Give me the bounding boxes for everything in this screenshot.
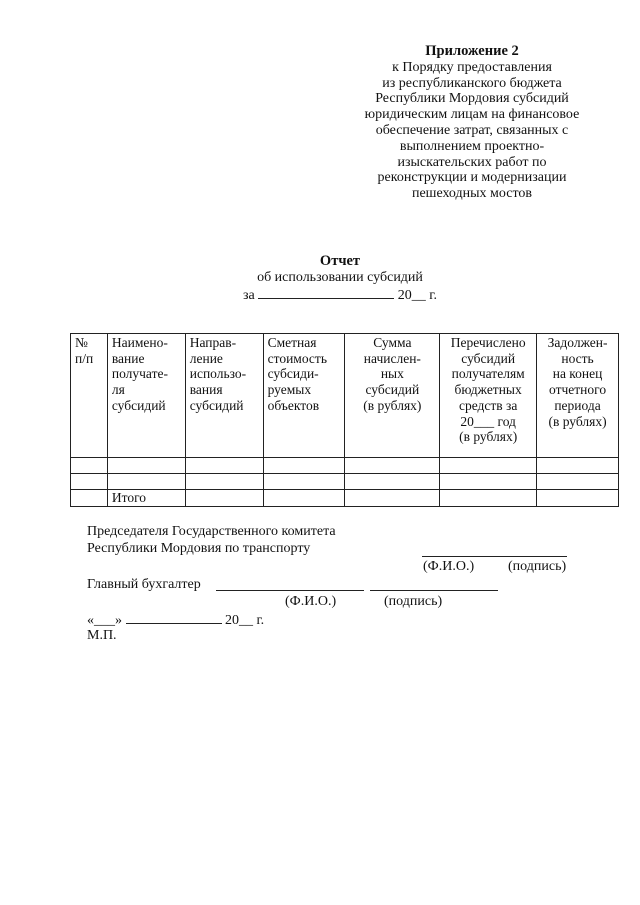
accountant-signature-caption: (подпись) <box>384 594 443 609</box>
col-header-estimated-cost: Сметная стоимость субсиди- руемых объектов <box>263 334 345 458</box>
accountant-label: Главный бухгалтер <box>87 577 201 592</box>
period-prefix: за <box>243 288 255 303</box>
appendix-line: к Порядку предоставления <box>392 59 552 75</box>
appendix-heading: Приложение 2 <box>425 43 519 59</box>
report-period <box>220 286 460 305</box>
col-header-debt: Задолжен- ность на конец отчетного периода (в рублях) <box>537 334 619 458</box>
total-label: Итого <box>107 490 185 507</box>
col-header-number: № п/п <box>71 334 108 458</box>
accountant-fio-caption: (Ф.И.О.) <box>285 594 337 609</box>
appendix-line: выполнением проектно- <box>399 138 545 154</box>
col-header-transferred: Перечислено субсидий получателям бюджетных средств за 20___ год (в рублях) <box>440 334 537 458</box>
report-title: Отчет <box>319 253 361 269</box>
accountant-fio-line <box>216 590 364 591</box>
appendix-header <box>345 44 599 202</box>
chairman-signature-line <box>422 556 567 557</box>
appendix-line: пешеходных мостов <box>411 186 533 202</box>
period-blank-line <box>258 286 394 299</box>
appendix-line: реконструкции и модернизации <box>377 170 567 186</box>
table-total-row <box>71 490 619 507</box>
period-year: 20__ г. <box>397 288 437 303</box>
col-header-direction: Направ- ление использо- вания субсидий <box>185 334 263 458</box>
appendix-line: Республики Мордовия субсидий <box>375 91 569 107</box>
report-title-block <box>220 253 460 305</box>
date-day: «___» <box>87 613 122 628</box>
report-table <box>70 333 619 507</box>
table-header-row <box>71 334 619 458</box>
appendix-line: юридическим лицам на финансовое <box>364 107 580 123</box>
date-month-line <box>126 611 222 624</box>
col-header-recipient: Наимено- вание получате- ля субсидий <box>107 334 185 458</box>
appendix-line: обеспечение затрат, связанных с <box>375 122 569 138</box>
appendix-line: изыскательских работ по <box>397 154 547 170</box>
report-subtitle: об использовании субсидий <box>257 269 423 285</box>
appendix-line: из республиканского бюджета <box>382 75 562 91</box>
chairman-line-1: Председателя Государственного комитета <box>87 524 336 539</box>
chairman-signature-caption: (подпись) <box>508 559 567 574</box>
stamp-label: М.П. <box>87 628 117 643</box>
chairman-fio-caption: (Ф.И.О.) <box>423 559 475 574</box>
accountant-signature-line <box>370 590 498 591</box>
table-row <box>71 458 619 474</box>
date-year: 20__ г. <box>225 613 265 628</box>
table-row <box>71 474 619 490</box>
date-line <box>87 611 264 629</box>
col-header-accrued-sum: Сумма начислен- ных субсидий (в рублях) <box>345 334 440 458</box>
chairman-line-2: Республики Мордовия по транспорту <box>87 541 311 556</box>
